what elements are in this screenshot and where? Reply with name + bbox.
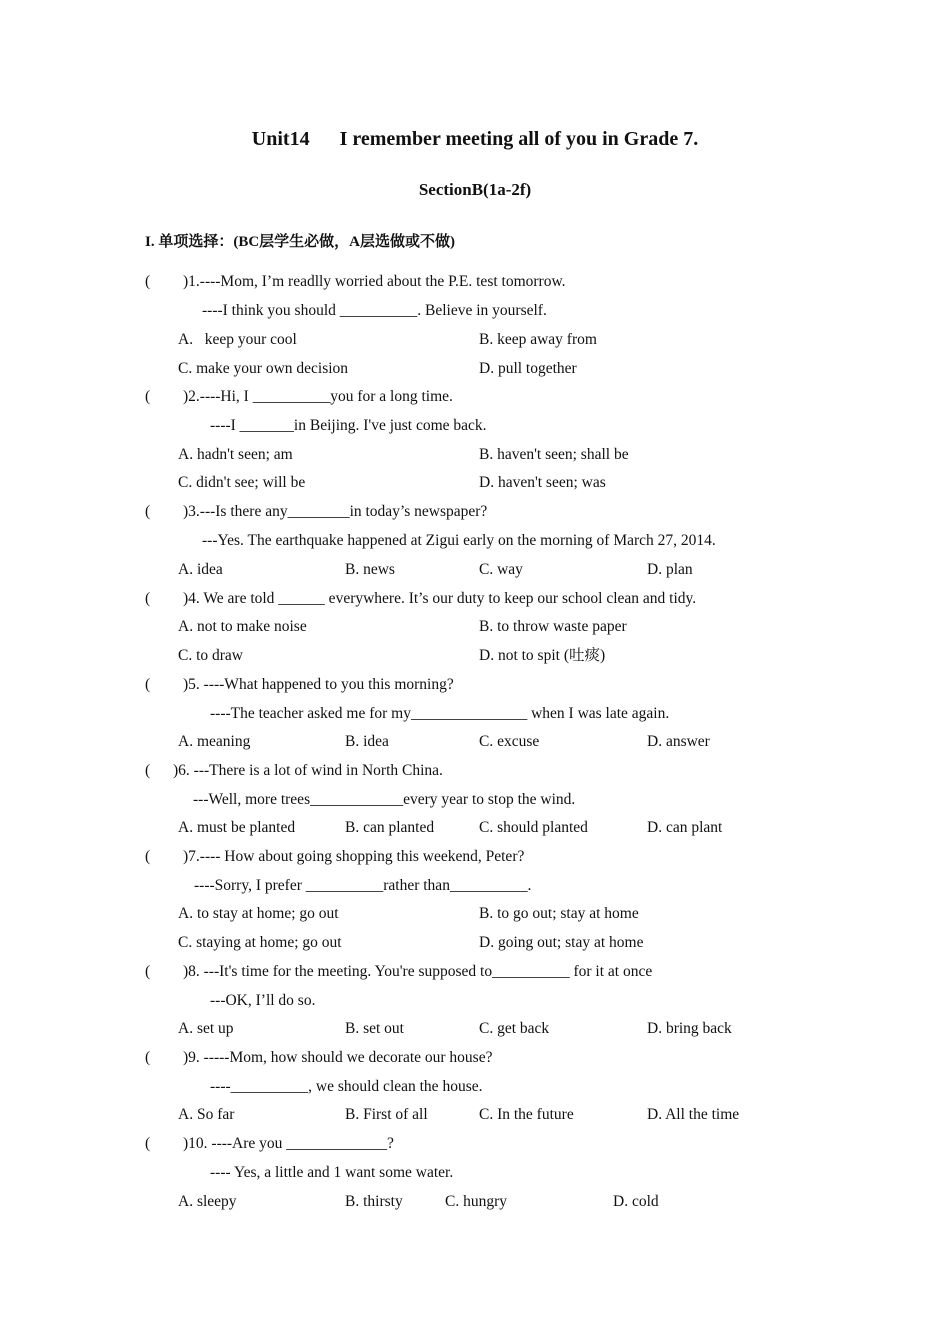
answer-paren: ( bbox=[145, 963, 151, 980]
question-9-stem: ( )9. -----Mom, how should we decorate our house? bbox=[145, 1049, 493, 1066]
question-2-option-a: A. hadn't seen; am bbox=[178, 446, 293, 463]
question-9-option-d: D. All the time bbox=[647, 1106, 740, 1123]
question-5-stem: ( )5. ----What happened to you this morning? bbox=[145, 676, 454, 693]
answer-paren: ( bbox=[145, 762, 151, 779]
question-9-option-a: A. So far bbox=[178, 1106, 235, 1123]
question-6-option-d: D. can plant bbox=[647, 819, 723, 836]
question-4-option-b: B. to throw waste paper bbox=[479, 618, 627, 635]
question-4-option-c: C. to draw bbox=[178, 647, 244, 664]
answer-paren: ( bbox=[145, 590, 151, 607]
question-7-option-a: A. to stay at home; go out bbox=[178, 905, 339, 922]
document-subtitle: SectionB(1a-2f) bbox=[418, 180, 532, 199]
question-10-stem: ( )10. ----Are you _____________? bbox=[145, 1135, 394, 1152]
question-8-option-a: A. set up bbox=[178, 1020, 234, 1037]
question-8-option-b: B. set out bbox=[345, 1020, 404, 1037]
answer-paren: ( bbox=[145, 1135, 151, 1152]
question-2-reply: ----I _______in Beijing. I've just come back. bbox=[210, 417, 487, 434]
question-1-reply: ----I think you should __________. Believe in yourself. bbox=[202, 302, 547, 319]
question-7-option-c: C. staying at home; go out bbox=[178, 934, 342, 951]
question-10-option-c: C. hungry bbox=[445, 1193, 507, 1210]
question-3-stem: ( )3.---Is there any________in today’s newspaper? bbox=[145, 503, 488, 520]
question-9-option-c: C. In the future bbox=[479, 1106, 574, 1123]
question-6-option-b: B. can planted bbox=[345, 819, 435, 836]
question-1-stem: ( )1.----Mom, I’m readlly worried about the P.E. test tomorrow. bbox=[145, 273, 566, 290]
question-1-option-a: A. keep your cool bbox=[178, 331, 297, 348]
question-1-option-d: D. pull together bbox=[479, 360, 577, 377]
question-1-option-b: B. keep away from bbox=[479, 331, 597, 348]
question-2-option-b: B. haven't seen; shall be bbox=[479, 446, 629, 463]
answer-paren: ( bbox=[145, 1049, 151, 1066]
question-7-option-b: B. to go out; stay at home bbox=[479, 905, 639, 922]
question-8-stem: ( )8. ---It's time for the meeting. You're supposed to__________ for it at once bbox=[145, 963, 653, 980]
question-10-option-b: B. thirsty bbox=[345, 1193, 403, 1210]
question-9-option-b: B. First of all bbox=[345, 1106, 428, 1123]
question-5-reply: ----The teacher asked me for my_______________ when I was late again. bbox=[210, 705, 670, 722]
question-5-option-c: C. excuse bbox=[479, 733, 540, 750]
question-9-reply: ----__________, we should clean the house. bbox=[210, 1078, 483, 1095]
question-6-option-c: C. should planted bbox=[479, 819, 588, 836]
question-3-option-c: C. way bbox=[479, 561, 523, 578]
section-heading: I. 单项选择：(BC层学生必做，A层选做或不做) bbox=[145, 234, 455, 250]
question-8-option-c: C. get back bbox=[479, 1020, 550, 1037]
question-2-option-c: C. didn't see; will be bbox=[178, 474, 306, 491]
question-8-option-d: D. bring back bbox=[647, 1020, 732, 1037]
question-4-stem: ( )4. We are told ______ everywhere. It’s our duty to keep our school clean and tidy. bbox=[145, 590, 697, 607]
question-2-option-d: D. haven't seen; was bbox=[479, 474, 606, 491]
question-5-option-d: D. answer bbox=[647, 733, 710, 750]
question-3-option-d: D. plan bbox=[647, 561, 693, 578]
question-5-option-b: B. idea bbox=[345, 733, 389, 750]
question-3-option-a: A. idea bbox=[178, 561, 223, 578]
question-2-stem: ( )2.----Hi, I __________you for a long time. bbox=[145, 388, 453, 405]
question-6-stem: ( )6. ---There is a lot of wind in North China. bbox=[145, 762, 443, 779]
question-5-option-a: A. meaning bbox=[178, 733, 251, 750]
question-6-reply: ---Well, more trees____________every year to stop the wind. bbox=[193, 791, 576, 808]
question-8-reply: ---OK, I’ll do so. bbox=[210, 992, 316, 1009]
question-7-stem: ( )7.---- How about going shopping this weekend, Peter? bbox=[145, 848, 525, 865]
question-4-option-d: D. not to spit (吐痰) bbox=[479, 647, 606, 664]
question-7-reply: ----Sorry, I prefer __________rather than__________. bbox=[194, 877, 532, 894]
question-10-reply: ---- Yes, a little and 1 want some water. bbox=[210, 1164, 454, 1181]
answer-paren: ( bbox=[145, 676, 151, 693]
question-3-reply: ---Yes. The earthquake happened at Zigui early on the morning of March 27, 2014. bbox=[202, 532, 716, 549]
question-6-option-a: A. must be planted bbox=[178, 819, 296, 836]
question-4-option-a: A. not to make noise bbox=[178, 618, 307, 635]
question-7-option-d: D. going out; stay at home bbox=[479, 934, 644, 951]
answer-paren: ( bbox=[145, 503, 151, 520]
answer-paren: ( bbox=[145, 848, 151, 865]
answer-paren: ( bbox=[145, 388, 151, 405]
document-title: Unit14 I remember meeting all of you in Grade 7. bbox=[251, 128, 699, 150]
answer-paren: ( bbox=[145, 273, 151, 290]
question-1-option-c: C. make your own decision bbox=[178, 360, 349, 377]
question-3-option-b: B. news bbox=[345, 561, 395, 578]
question-10-option-d: D. cold bbox=[613, 1193, 659, 1210]
question-10-option-a: A. sleepy bbox=[178, 1193, 237, 1210]
